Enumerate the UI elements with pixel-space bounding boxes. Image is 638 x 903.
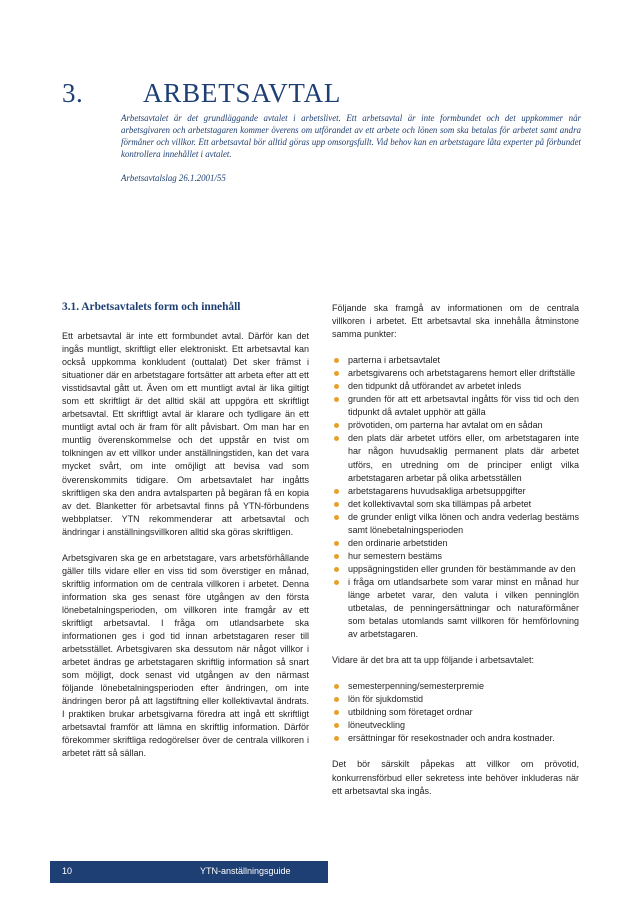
law-reference: Arbetsavtalslag 26.1.2001/55 xyxy=(121,173,226,183)
list-item: i fråga om utlandsarbete som varar minst en månad hur länge arbetet varar, den valuta i vilken penninglön utbetalas, de penningersättningar och naturaförmåner som betalas utomlands samt villkoren för hemförlovning av arbetstagaren. xyxy=(332,576,579,641)
footer-title: YTN-anställningsguide xyxy=(200,866,291,876)
list-item: de grunder enligt vilka lönen och andra vederlag bestäms samt lönebetalningsperioden xyxy=(332,511,579,537)
list-item: lön för sjukdomstid xyxy=(332,693,579,706)
list-item: grunden för att ett arbetsavtal ingåtts för viss tid och den tidpunkt då avtalet upphör att gälla xyxy=(332,393,579,419)
optional-terms-list xyxy=(332,680,579,745)
paragraph: Ett arbetsavtal är inte ett formbundet avtal. Därför kan det ingås muntligt, skriftligt eller elektroniskt. Ett arbetsavtal kan också uppkomma konkludent (outtalat) Det sker främst i situationer där en arbetstagare fortsätter att arbeta efter att ett visstidsavtal gått ut. Även om ett muntligt avtal är lika giltigt som ett skriftligt är det alltid skäl att uppgöra ett skriftligt arbetsavtal. Ett skriftligt avtal är klarare och tydligare än ett muntligt avtal och är fram för allt påvisbart. Om man har en muntlig överenskommelse och det uppstår en tvist om tolkningen av ett villkor under anställningstiden, kan det vara mycket svårt, om inte omöjligt att bevisa vad som överenskommits tidigare. Om arbetsavtalet har ingåtts skriftligen ska den andra avtalsparten på begäran få en kopia av det. Blanketter för arbetsavtal finns på YTN-förbundens webbplatser. YTN rekommenderar att arbetsavtal och ändringar i anställningsvillkoren alltid ska göras skriftligen. xyxy=(62,331,309,537)
chapter-title: ARBETSAVTAL xyxy=(143,78,342,108)
section-heading: 3.1. Arbetsavtalets form och innehåll xyxy=(62,301,241,313)
list-intro: Följande ska framgå av informationen om de centrala villkoren i arbetet. Ett arbetsavtal ska innehålla åtminstone samma punkter: xyxy=(332,303,579,340)
list-item: det kollektivavtal som ska tillämpas på arbetet xyxy=(332,498,579,511)
chapter-intro: Arbetsavtalet är det grundläggande avtalet i arbetslivet. Ett arbetsavtal är inte formbundet och det uppkommer när arbetsgivaren och arbetstagaren kommer överens om utförandet av ett arbete och lönen som ska betalas för arbetet samt andra förmåner och villkor. Ett arbetsavtal bör alltid göras upp omsorgsfullt. Vid behov kan en arbetstagare låta experter på förbundet kontrollera innehållet i avtalet. xyxy=(121,113,581,160)
right-column xyxy=(332,302,579,811)
list-item: prövotiden, om parterna har avtalat om en sådan xyxy=(332,419,579,432)
list-intro-2: Vidare är det bra att ta upp följande i arbetsavtalet: xyxy=(332,655,534,666)
list-item: arbetsgivarens och arbetstagarens hemort eller driftställe xyxy=(332,367,579,380)
list-item: parterna i arbetsavtalet xyxy=(332,354,579,367)
closing-paragraph: Det bör särskilt påpekas att villkor om prövotid, konkurrensförbud eller sekretess inte behöver inkluderas när ett arbetsavtal ska ingås. xyxy=(332,759,579,796)
list-item: arbetstagarens huvudsakliga arbetsuppgifter xyxy=(332,485,579,498)
required-terms-list xyxy=(332,354,579,641)
chapter-number: 3. xyxy=(62,78,84,108)
list-item: semesterpenning/semesterpremie xyxy=(332,680,579,693)
list-item: den tidpunkt då utförandet av arbetet inleds xyxy=(332,380,579,393)
list-item: löneutveckling xyxy=(332,719,579,732)
list-item: den plats där arbetet utförs eller, om arbetstagaren inte har någon huvudsaklig permanent plats där arbetet utförs, en utredning om de principer enligt vilka arbetstagaren arbetar på olika arbetsställen xyxy=(332,432,579,484)
left-column xyxy=(62,300,309,774)
page-number: 10 xyxy=(62,866,73,876)
list-item: hur semestern bestäms xyxy=(332,550,579,563)
list-item: uppsägningstiden eller grunden för bestämmande av den xyxy=(332,563,579,576)
paragraph: Arbetsgivaren ska ge en arbetstagare, vars arbetsförhållande gäller tills vidare eller en viss tid som överstiger en månad, skriftlig information om de centrala villkoren i arbetet. Denna information ska ges senast före utgången av den första lönebetalningsperioden, om villkoren inte framgår av ett skriftligt arbetsavtal. I fråga om utlandsarbete ska informationen ges i god tid innan arbetstagaren reser till arbetsstället. Arbetsgivaren ska dessutom när något villkor i arbetet ändras ge arbetstagaren skriftlig information så snart som möjligt, dock senast vid utgången av den närmast följande lönebetalningsperioden efter ändringen, om inte ändringen beror på att lagstiftning eller kollektivavtal ändrats. I praktiken brukar arbetsgivarna föredra att ingå ett skriftligt arbetsavtal framför att lämna en skriftlig information. Därför förekommer skriftliga redogörelser över de centrala villkoren i arbetet rätt så sällan. xyxy=(62,552,309,759)
list-item: den ordinarie arbetstiden xyxy=(332,537,579,550)
list-item: utbildning som företaget ordnar xyxy=(332,706,579,719)
list-item: ersättningar för resekostnader och andra kostnader. xyxy=(332,732,579,745)
